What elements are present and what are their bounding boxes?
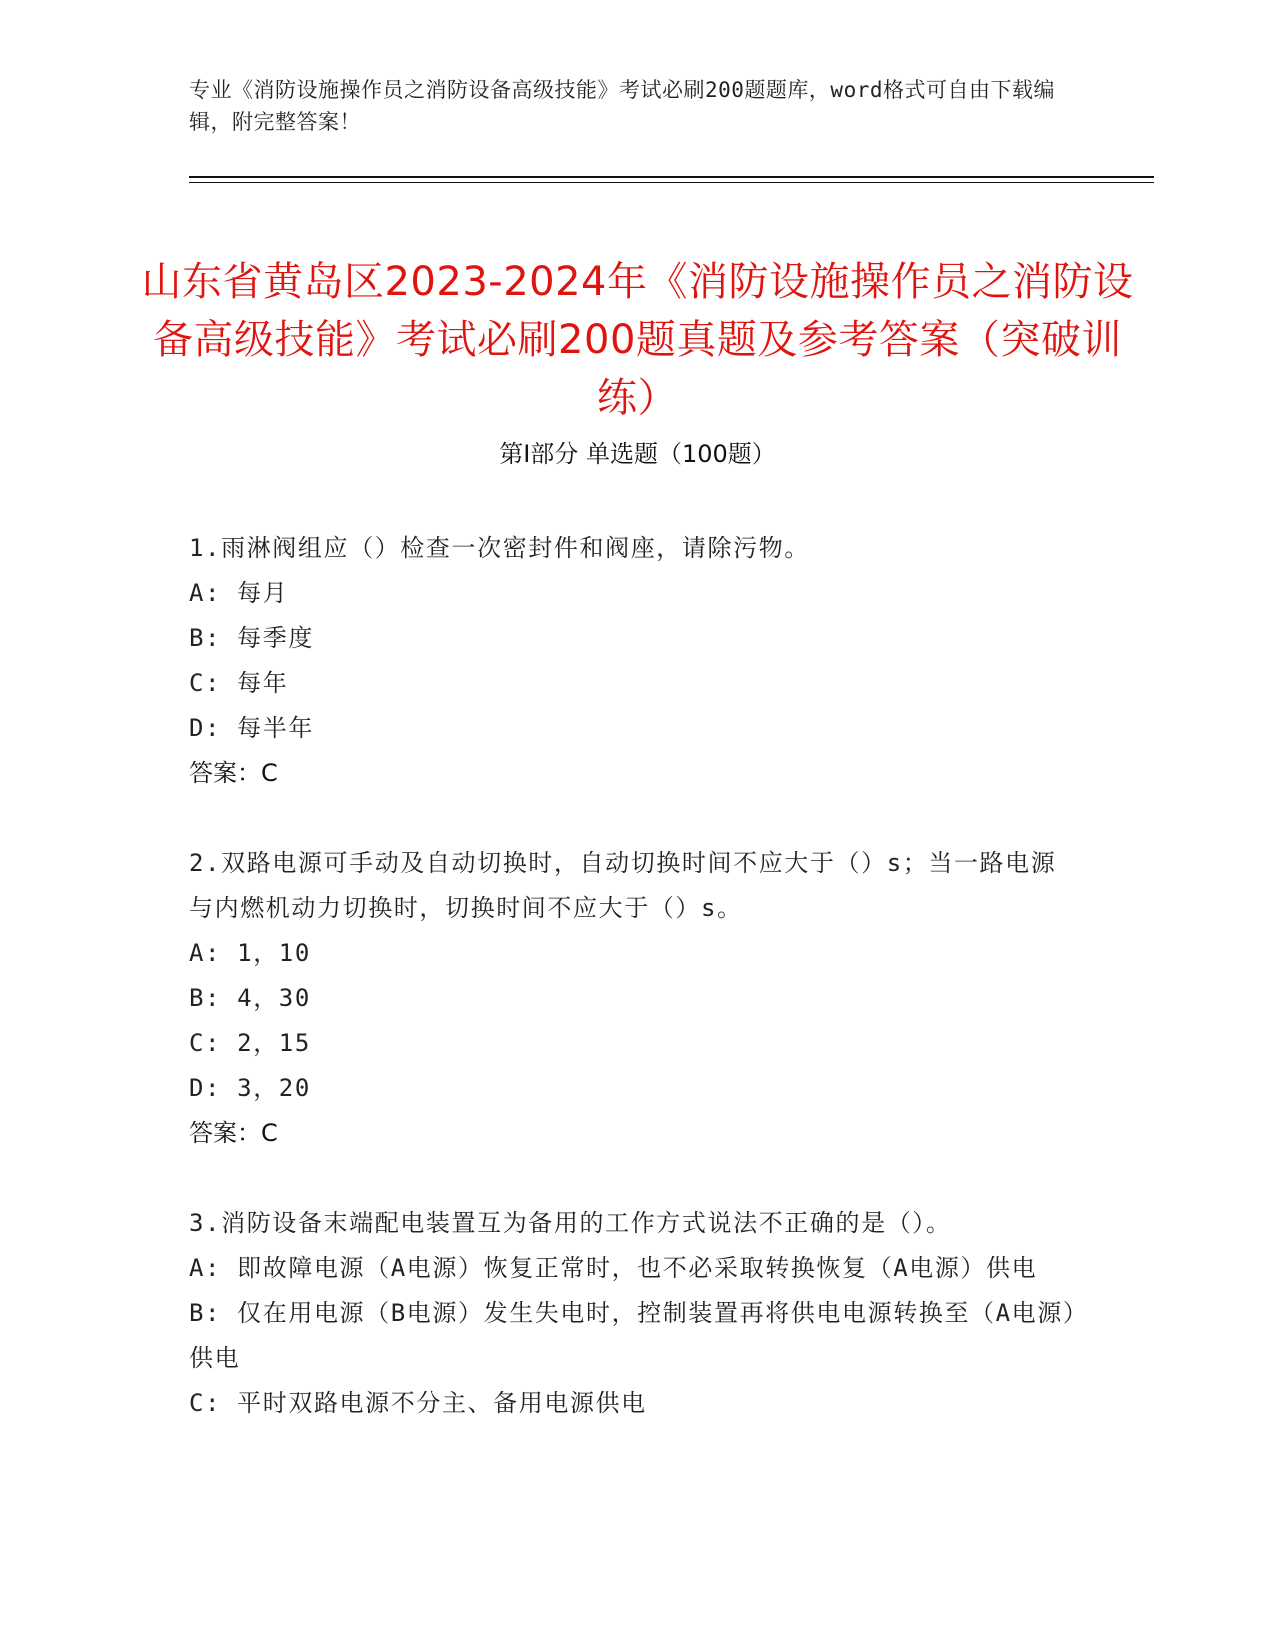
- section-title: 第Ⅰ部分 单选题（100题）: [499, 440, 776, 468]
- question-option-b: B: 每季度: [189, 624, 314, 652]
- question-option-d: D: 3，20: [189, 1074, 311, 1102]
- question-option-a: A: 即故障电源（A电源）恢复正常时，也不必采取转换恢复（A电源）供电: [189, 1254, 1038, 1282]
- header-divider-thin: [189, 182, 1154, 183]
- question-answer: 答案：C: [189, 1119, 278, 1147]
- question-list: [189, 526, 1079, 1471]
- question-answer: 答案：C: [189, 759, 278, 787]
- question-option-a: A: 每月: [189, 579, 289, 607]
- question-option-d: D: 每半年: [189, 714, 314, 742]
- question-stem: 1.雨淋阀组应（）检查一次密封件和阀座，请除污物。: [189, 534, 810, 562]
- question-option-c: C: 每年: [189, 669, 289, 697]
- question-option-c: C: 平时双路电源不分主、备用电源供电: [189, 1389, 647, 1417]
- question-option-c: C: 2，15: [189, 1029, 311, 1057]
- header-divider-thick: [189, 176, 1154, 178]
- question-item: [189, 841, 1079, 1156]
- question-stem: 2.双路电源可手动及自动切换时，自动切换时间不应大于（）s；当一路电源与内燃机动力切换时，切换时间不应大于（）s。: [189, 849, 1057, 922]
- question-stem: 3.消防设备末端配电装置互为备用的工作方式说法不正确的是（）。: [189, 1209, 952, 1237]
- question-item: [189, 526, 1079, 796]
- header-note: 专业《消防设施操作员之消防设备高级技能》考试必刷200题题库，word格式可自由下载编辑，附完整答案！: [189, 78, 1055, 134]
- question-option-a: A: 1，10: [189, 939, 311, 967]
- question-option-b: B: 仅在用电源（B电源）发生失电时，控制装置再将供电电源转换至（A电源）供电: [189, 1299, 1077, 1372]
- question-item: [189, 1201, 1079, 1426]
- question-option-b: B: 4，30: [189, 984, 311, 1012]
- document-title: 山东省黄岛区2023-2024年《消防设施操作员之消防设备高级技能》考试必刷200题真题及参考答案（突破训练）: [141, 258, 1134, 421]
